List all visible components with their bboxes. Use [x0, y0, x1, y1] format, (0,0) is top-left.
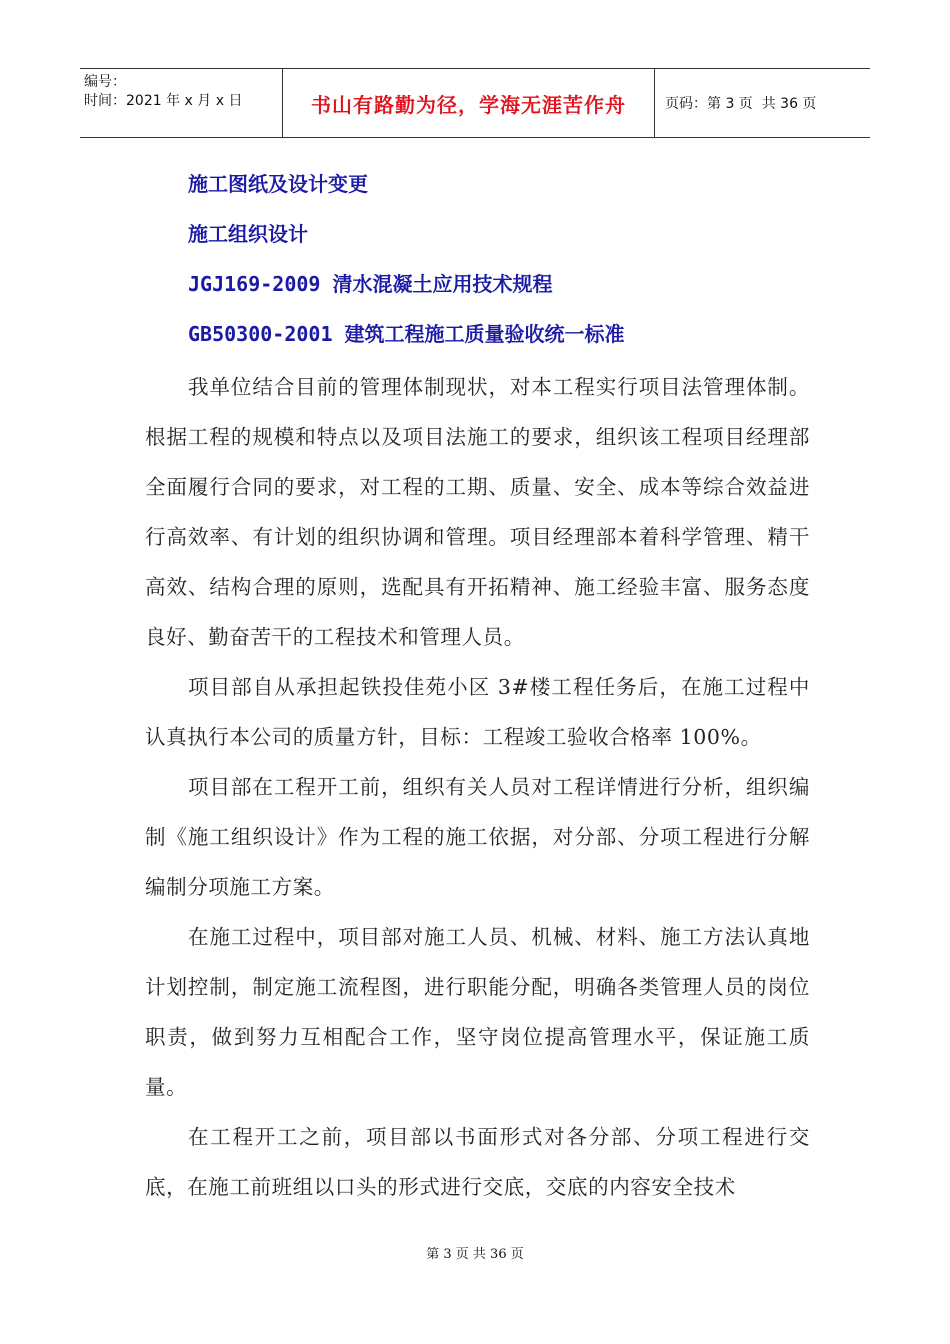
body-paragraph: 项目部自从承担起铁投佳苑小区 3#楼工程任务后，在施工过程中认真执行本公司的质量方针，目标：工程竣工验收合格率 100%。: [145, 675, 810, 749]
document-body: [145, 162, 810, 1212]
reference-item: 施工图纸及设计变更: [188, 172, 368, 196]
date-label: 时间：2021 年 x 月 x 日: [84, 93, 243, 109]
page-info-text: 页码：第 3 页 共 36 页: [665, 96, 817, 112]
reference-item: GB50300-2001 建筑工程施工质量验收统一标准: [188, 322, 625, 346]
header-meta: [80, 69, 283, 137]
body-paragraph: 项目部在工程开工前，组织有关人员对工程详情进行分析，组织编制《施工组织设计》作为工程的施工依据，对分部、分项工程进行分解编制分项施工方案。: [145, 775, 810, 899]
page-footer: 第 3 页 共 36 页: [426, 1247, 524, 1262]
number-label: 编号：: [84, 74, 126, 90]
reference-item: JGJ169-2009 清水混凝土应用技术规程: [188, 272, 553, 296]
reference-item: 施工组织设计: [188, 222, 308, 246]
header-motto-cell: [283, 69, 655, 137]
body-paragraph: 我单位结合目前的管理体制现状，对本工程实行项目法管理体制。根据工程的规模和特点以及项目法施工的要求，组织该工程项目经理部全面履行合同的要求，对工程的工期、质量、安全、成本等综合效益进行高效率、有计划的组织协调和管理。项目经理部本着科学管理、精干高效、结构合理的原则，选配具有开拓精神、施工经验丰富、服务态度良好、勤奋苦干的工程技术和管理人员。: [145, 375, 810, 649]
body-paragraph: 在工程开工之前，项目部以书面形式对各分部、分项工程进行交底，在施工前班组以口头的形式进行交底，交底的内容安全技术: [145, 1125, 810, 1199]
motto-text: 书山有路勤为径，学海无涯苦作舟: [311, 92, 626, 117]
page-header: [80, 68, 870, 138]
body-paragraph: 在施工过程中，项目部对施工人员、机械、材料、施工方法认真地计划控制，制定施工流程图，进行职能分配，明确各类管理人员的岗位职责，做到努力互相配合工作，坚守岗位提高管理水平，保证施工质量。: [145, 925, 810, 1099]
header-page-info-cell: [655, 69, 870, 137]
